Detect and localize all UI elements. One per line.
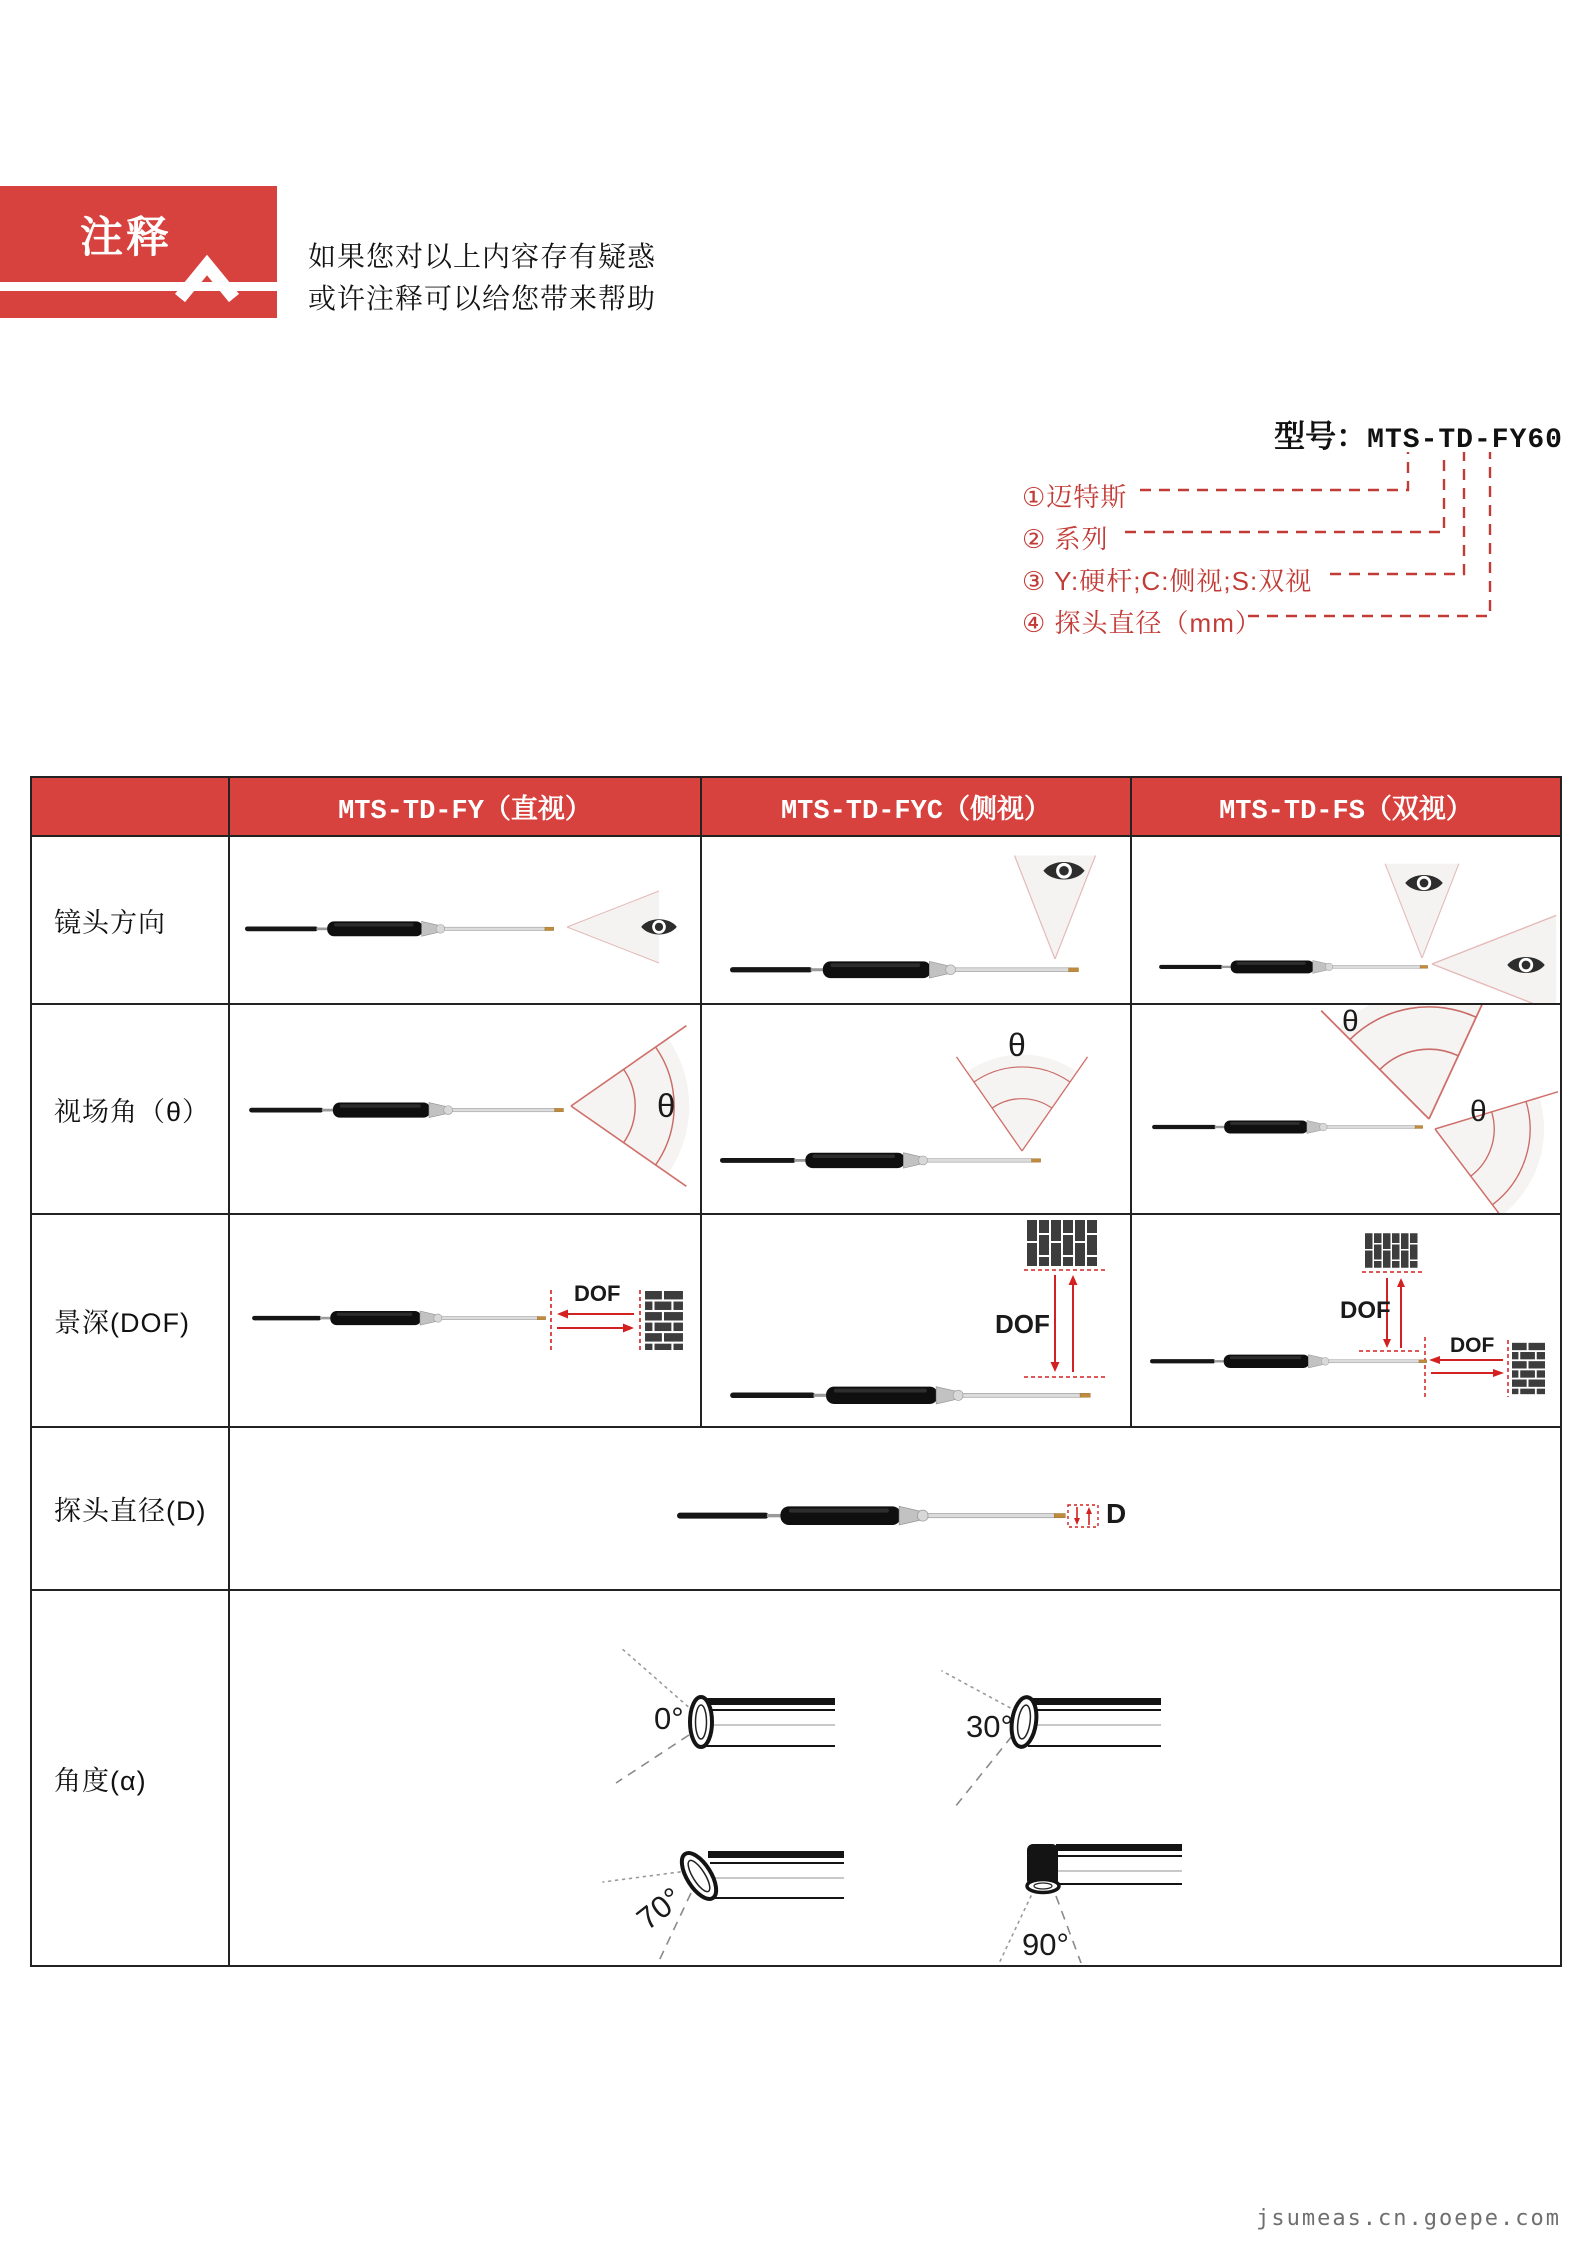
fyc-fov-figure (702, 1005, 1130, 1213)
cell-fyc-lens-direction (702, 837, 1132, 1005)
watermark: jsumeas.cn.goepe.com (1256, 2206, 1561, 2231)
theta-label: θ (1470, 1095, 1487, 1128)
fyc-dof-figure (702, 1215, 1130, 1426)
model-callout-lines (0, 0, 1587, 660)
model-callout-brand (1022, 477, 1127, 514)
cell-probe-diameter (230, 1428, 1560, 1591)
fy-lens-direction-figure (230, 837, 700, 1003)
angle-90-label: 90° (1022, 1927, 1069, 1962)
probe-illustration (720, 1153, 1041, 1168)
dof-label: DOF (1450, 1334, 1495, 1357)
fy-dof-figure (230, 1215, 700, 1426)
probe-illustration (730, 961, 1078, 978)
callout-3-text: Y:硬杆;C:侧视;S:双视 (1046, 566, 1313, 596)
cell-fy-lens-direction (230, 837, 702, 1005)
brick-wall (645, 1291, 683, 1350)
model-code: MTS-TD-FY60 (1367, 425, 1563, 456)
callout-2-text: 系列 (1046, 524, 1109, 554)
table-header-empty (32, 778, 230, 837)
probe-illustration (1150, 1355, 1427, 1368)
callout-1-number: ① (1022, 482, 1047, 512)
table-header-fyc: MTS-TD-FYC（侧视） (702, 778, 1132, 837)
brick-ceiling (1365, 1233, 1418, 1268)
brick-wall (1512, 1343, 1545, 1394)
dof-label: DOF (995, 1309, 1050, 1339)
model-callout-diameter (1022, 603, 1262, 640)
row-label-lens-direction: 镜头方向 (32, 837, 230, 1005)
callout-3-number: ③ (1022, 566, 1047, 596)
callout-4-text: 探头直径（mm） (1046, 608, 1262, 638)
angle-0-diagram (616, 1647, 835, 1783)
tip-angle-figure (230, 1591, 1556, 1963)
fyc-lens-direction-figure (702, 837, 1130, 1003)
angle-30-label: 30° (966, 1709, 1013, 1744)
dof-label: DOF (574, 1281, 621, 1306)
notes-banner (0, 186, 277, 318)
cell-tip-angle (230, 1591, 1560, 1965)
view-cone-right (1432, 915, 1556, 1003)
angle-0-label: 0° (654, 1701, 684, 1736)
cell-fs-fov (1132, 1005, 1560, 1215)
fov-fan (956, 1055, 1087, 1151)
probe-illustration (1152, 1121, 1423, 1134)
callout-4-number: ④ (1022, 608, 1047, 638)
cell-fs-dof (1132, 1215, 1560, 1428)
cell-fy-fov (230, 1005, 702, 1215)
model-title (1274, 411, 1563, 456)
theta-label: θ (657, 1087, 676, 1124)
dof-label: DOF (1340, 1297, 1391, 1324)
model-callout-series (1022, 519, 1109, 556)
callout-2-number: ② (1022, 524, 1047, 554)
fs-lens-direction-figure (1132, 837, 1558, 1003)
probe-illustration (249, 1103, 563, 1118)
model-callout-type (1022, 561, 1312, 598)
fy-fov-figure (230, 1005, 700, 1213)
intro-line-2: 或许注释可以给您带来帮助 (308, 283, 657, 314)
spec-table (30, 776, 1562, 1967)
cell-fyc-dof (702, 1215, 1132, 1428)
table-header-fs: MTS-TD-FS（双视） (1132, 778, 1560, 837)
banner-chevron-decoration (0, 186, 277, 318)
row-label-fov: 视场角（θ） (32, 1005, 230, 1215)
cell-fy-dof (230, 1215, 702, 1428)
row-label-angle: 角度(α) (32, 1591, 230, 1965)
probe-illustration (245, 921, 554, 936)
theta-label: θ (1342, 1005, 1359, 1038)
brick-ceiling (1027, 1220, 1097, 1266)
probe-diameter-figure (230, 1428, 1556, 1589)
probe-illustration (252, 1311, 546, 1325)
callout-1-text: 迈特斯 (1046, 482, 1128, 512)
table-header-fy: MTS-TD-FY（直视） (230, 778, 702, 837)
probe-illustration (677, 1506, 1065, 1525)
cell-fyc-fov (702, 1005, 1132, 1215)
angle-70-label: 70° (630, 1880, 689, 1937)
row-label-dof: 景深(DOF) (32, 1215, 230, 1428)
diameter-label: D (1106, 1498, 1127, 1529)
banner-title: 注释 (80, 214, 172, 262)
probe-illustration (730, 1387, 1090, 1404)
probe-illustration (1159, 960, 1428, 973)
model-prefix: 型号： (1274, 419, 1368, 454)
intro-line-1: 如果您对以上内容存有疑惑 (308, 241, 657, 272)
row-label-diameter: 探头直径(D) (32, 1428, 230, 1591)
intro-text (308, 236, 656, 320)
theta-label: θ (1008, 1027, 1026, 1063)
cell-fs-lens-direction (1132, 837, 1560, 1005)
